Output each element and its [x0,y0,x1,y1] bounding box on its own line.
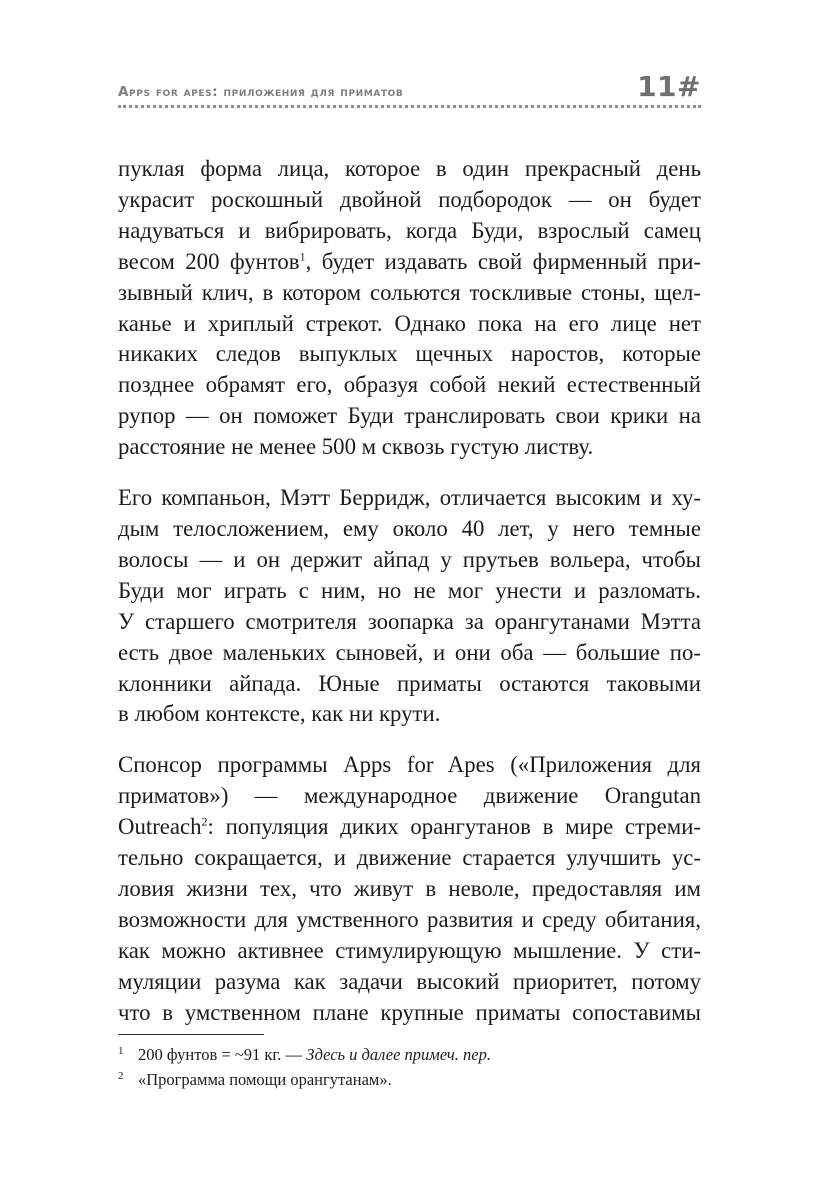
text-line: ловия жизни тех, что живут в неволе, предоставляя им [118,875,701,901]
text-line: тельно сокращается, и движение старается улучшить ус- [118,845,701,871]
footnote-2 [118,1068,701,1092]
text-line: пуклая форма лица, которое в один прекрасный день [118,156,701,181]
text-line [118,247,701,278]
text-line [118,812,701,843]
book-page [118,0,701,1200]
text-line: волосы — и он держит айпад у прутьев вольера, чтобы [118,546,701,572]
page-number: 11# [637,70,701,103]
text-line: что в умственном плане крупные приматы сопоставимы [118,999,701,1025]
text-line: надуваться и вибрировать, когда Буди, взрослый самец [118,217,701,243]
text-line: никаких следов выпуклых щечных наростов, которые [118,341,701,367]
text-line: зывный клич, в котором сольются тоскливые стоны, щел- [118,279,701,305]
running-header-title: Apps for apes: приложения для приматов [118,84,404,100]
text-line: Спонсор программы Apps for Apes («Приложения для [118,752,701,778]
footnote-italic-note: Здесь и далее примеч. пер. [306,1045,491,1064]
text-line: приматов») — международное движение Orangutan [118,783,701,809]
text-line: возможности для умственного развития и среду обитания, [118,906,701,932]
text-line-last: расстояние не менее 500 м сквозь густую листву. [118,434,594,460]
footnote-ref-1[interactable]: 1 [299,249,306,264]
text-line: есть двое маленьких сыновей, и они оба — большие по- [118,639,701,665]
header-dotted-rule [118,105,701,108]
text-line: рупор — он поможет Буди транслировать свои крики на [118,403,701,429]
text-line: муляции разума как задачи высокий приоритет, потому [118,968,701,994]
text-line: Буди мог играть с ним, но не мог унести и разломать. [118,577,701,603]
paragraph-3 [118,750,701,1028]
footnote-1 [118,1043,701,1067]
paragraph-2 [118,483,701,730]
text-line: дым телосложением, ему около 40 лет, у него темные [118,515,701,541]
text-segment: Outreach [118,814,202,840]
body-text [118,154,701,1048]
footnote-ref-2[interactable]: 2 [201,814,208,829]
text-segment: : популяция диких орангутанов в мире стреми- [207,814,701,840]
paragraph-1 [118,154,701,463]
footnote-text: 200 фунтов = ~91 кг. — [138,1045,307,1064]
footnote-separator [118,1034,264,1035]
text-line: канье и хриплый стрекот. Однако пока на его лице нет [118,310,701,336]
text-segment: весом 200 фунтов [118,248,300,274]
footnote-marker: 1 [118,1045,124,1057]
running-header [118,72,701,112]
text-line-last: в любом контексте, как ни крути. [118,701,441,727]
text-line: клонники айпада. Юные приматы остаются таковыми [118,670,701,696]
text-segment: , будет издавать свой фирменный при- [305,248,702,274]
text-line: позднее обрамят его, образуя собой некий естественный [118,372,701,398]
text-line: У старшего смотрителя зоопарка за орангутанами Мэтта [118,608,701,634]
footnote-marker: 2 [118,1070,124,1082]
text-line: как можно активнее стимулирующую мышление. У сти- [118,937,701,963]
footnote-text: «Программа помощи орангутанам». [138,1070,392,1089]
text-line: Его компаньон, Мэтт Берридж, отличается высоким и ху- [118,485,701,511]
text-line: украсит роскошный двойной подбородок — он будет [118,186,701,212]
footnotes [118,1043,701,1093]
